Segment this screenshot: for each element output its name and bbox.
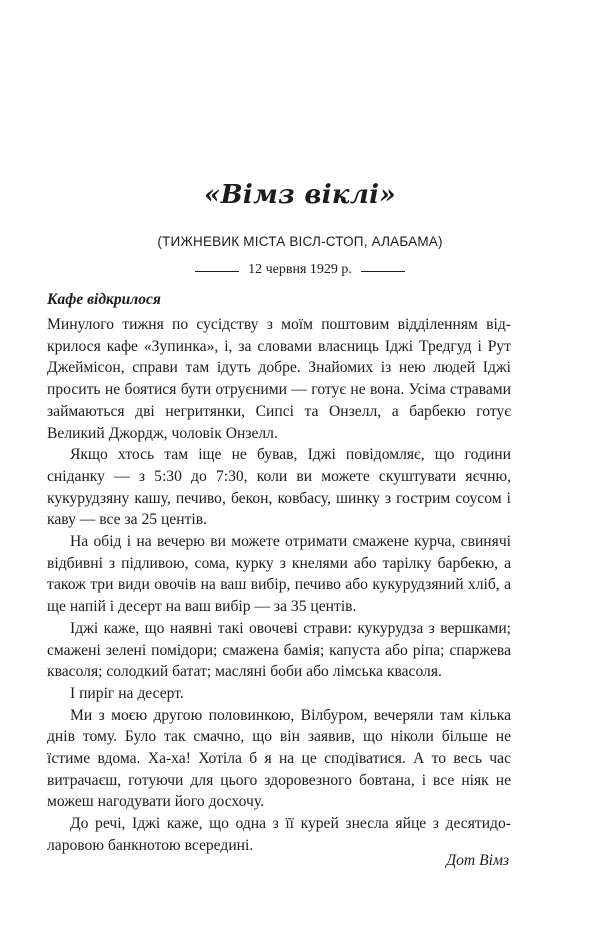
newsletter-title: «Вімз віклі» <box>204 180 396 210</box>
paragraph: Минулого тижня по сусідству з моїм поштовим відділенням відкрилося кафе «Зупинка», і, за словами власниць Іджі Тредгуд і Рут Джеймісон, справи там ідуть добре. Знайомих із нею людей Іджі просить не боятися бути отруєними — готує не вона. Усіма стравами займаються дві негритянки, Сипсі та Онзелл, а барбекю готує Великий Джордж, чоловік Онзелл. <box>47 316 511 442</box>
newsletter-subtitle: (ТИЖНЕВИК МІСТА ВІСЛ-СТОП, АЛАБАМА) <box>157 234 443 249</box>
paragraph: Іджі каже, що наявні такі овочеві страви: кукурудза з вершками; смажені зелені помідори; смажена бамія; капуста або ріпа; спаржева квасоля; солодкий батат; масляні боби або лімська квасоля. <box>47 619 511 681</box>
paragraph: Якщо хтось там іще не бував, Іджі повідомляє, що години сніданку — з 5:30 до 7:30, коли ви можете скуштувати яєчню, кукурудзяну кашу, печиво, бекон, ковбасу, шинку з гострим соусом і каву — все за 25 центів. <box>47 446 511 529</box>
paragraph: На обід і на вечерю ви можете отримати смажене курча, свинячі відбивні з підливою, сома, курку з кнелями або тарілку барбекю, а також три види овочів на ваш вибір, печиво або кукурудзяний хліб, а ще напій і десерт на ваш вибір — за 35 центів. <box>47 533 511 616</box>
date-rule-left <box>195 271 239 272</box>
paragraph: Ми з моєю другою половинкою, Вілбуром, вечеряли там кілька днів тому. Було так смачно, що він заявив, що ніколи більше не їстиме вдома. Ха-ха! Хотіла б я на це сподіватися. А то весь час витрачаєш, готуючи для цього здоровезного бовтана, і все ніяк не можеш нагодувати його досхочу. <box>47 706 511 811</box>
article-heading: Кафе відкрилося <box>47 291 161 308</box>
article-body <box>47 314 511 857</box>
paragraph: До речі, Іджі каже, що одна з її курей знесла яйце з десятидоларовою банкнотою всередині. <box>47 815 511 854</box>
date-rule-right <box>361 271 405 272</box>
issue-date: 12 червня 1929 р. <box>248 262 352 277</box>
issue-date-line <box>0 262 600 278</box>
paragraph: І пиріг на десерт. <box>70 684 184 702</box>
author-signature: Дот Вімз <box>446 852 509 869</box>
